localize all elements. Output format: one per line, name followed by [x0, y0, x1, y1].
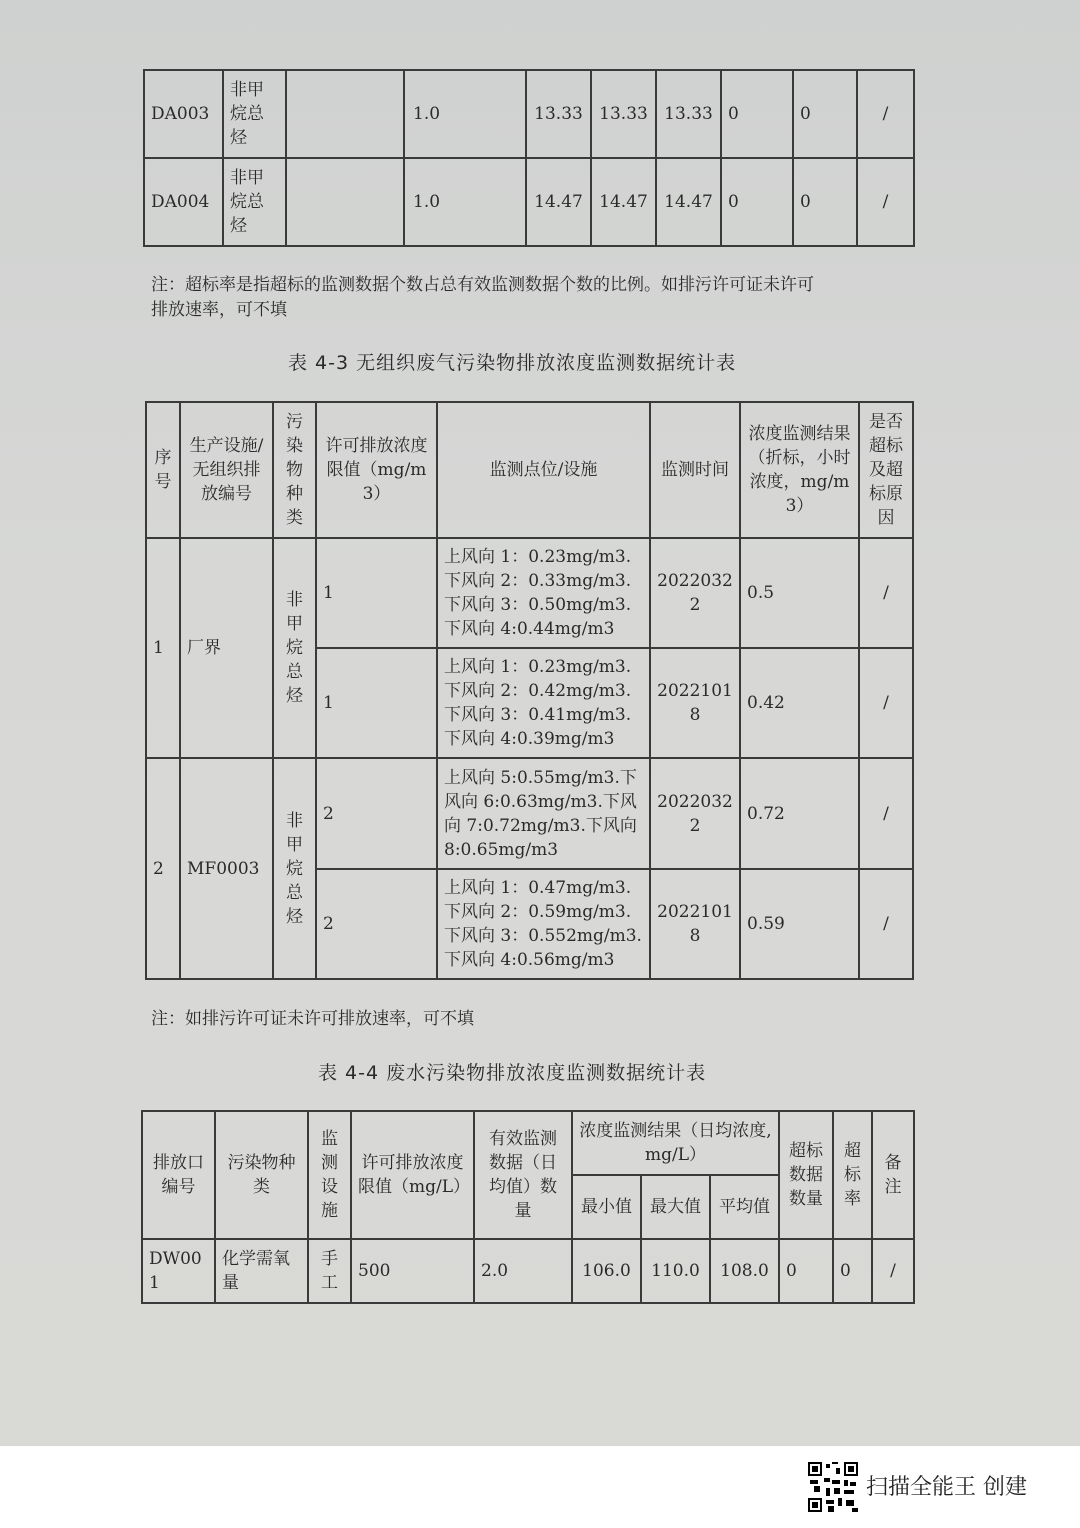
exceed: / — [859, 648, 913, 758]
exceed: / — [859, 758, 913, 869]
result: 0.5 — [740, 538, 859, 648]
max-value: 110.0 — [641, 1239, 710, 1303]
value: 14.47 — [656, 158, 721, 246]
table-row — [144, 70, 914, 158]
table-4-3-caption: 表 4-3 无组织废气污染物排放浓度监测数据统计表 — [288, 352, 737, 374]
header-valid: 有效监测数据（日均值）数量 — [474, 1111, 572, 1239]
table-4-3 — [145, 401, 914, 980]
monitor-point: 上风向 1：0.23mg/m3.下风向 2：0.42mg/m3.下风向 3：0.41mg/m3.下风向 4:0.39mg/m3 — [437, 648, 650, 758]
seq: 2 — [146, 758, 180, 979]
limit: 1 — [316, 538, 437, 648]
pollutant: 非甲烷总烃 — [223, 158, 286, 246]
value: 0 — [721, 70, 793, 158]
table-row — [146, 538, 913, 648]
facility: MF0003 — [180, 758, 273, 979]
value: 13.33 — [591, 70, 656, 158]
limit: 500 — [351, 1239, 474, 1303]
result: 0.59 — [740, 869, 859, 979]
limit: 1.0 — [404, 158, 526, 246]
value: / — [857, 70, 914, 158]
header-avg: 平均值 — [710, 1175, 779, 1239]
qr-code-icon — [808, 1462, 858, 1512]
scanner-brand-text: 扫描全能王 创建 — [866, 1475, 1027, 1500]
header-min: 最小值 — [572, 1175, 641, 1239]
exceed: / — [859, 538, 913, 648]
header-limit: 许可排放浓度限值（mg/m3） — [316, 402, 437, 538]
header-pollutant: 污染物种类 — [215, 1111, 308, 1239]
header-pollutant: 污染物种类 — [273, 402, 316, 538]
value: 0 — [793, 158, 857, 246]
empty-cell — [286, 70, 404, 158]
monitor-time: 20220322 — [650, 538, 740, 648]
pollutant: 非甲烷总烃 — [273, 758, 316, 979]
monitor-point: 上风向 5:0.55mg/m3.下风向 6:0.63mg/m3.下风向 7:0.72mg/m3.下风向 8:0.65mg/m3 — [437, 758, 650, 869]
header-exceed: 是否超标及超标原因 — [859, 402, 913, 538]
table-row — [146, 758, 913, 869]
result: 0.42 — [740, 648, 859, 758]
value: 13.33 — [656, 70, 721, 158]
value: 0 — [721, 158, 793, 246]
header-result: 浓度监测结果（折标，小时浓度，mg/m3） — [740, 402, 859, 538]
note-1-line-2: 排放速率，可不填 — [151, 300, 287, 320]
header-exceed-count: 超标数据数量 — [779, 1111, 833, 1239]
seq: 1 — [146, 538, 180, 758]
monitor-point: 上风向 1：0.23mg/m3.下风向 2：0.33mg/m3.下风向 3：0.50mg/m3.下风向 4:0.44mg/m3 — [437, 538, 650, 648]
value: 14.47 — [526, 158, 591, 246]
outlet-id: DW001 — [142, 1239, 215, 1303]
avg-value: 108.0 — [710, 1239, 779, 1303]
note-1 — [151, 273, 911, 323]
value: 13.33 — [526, 70, 591, 158]
limit: 2 — [316, 758, 437, 869]
exceed: / — [859, 869, 913, 979]
table-row — [142, 1239, 914, 1303]
header-exceed-rate: 超标率 — [833, 1111, 872, 1239]
outlet-id: DA004 — [144, 158, 223, 246]
header-time: 监测时间 — [650, 402, 740, 538]
header-remark: 备注 — [872, 1111, 914, 1239]
header-result: 浓度监测结果（日均浓度,mg/L） — [572, 1111, 779, 1175]
header-point: 监测点位/设施 — [437, 402, 650, 538]
table-header-row — [142, 1111, 914, 1175]
note-1-line-1: 注：超标率是指超标的监测数据个数占总有效监测数据个数的比例。如排污许可证未许可 — [151, 275, 814, 295]
exceed-count: 0 — [779, 1239, 833, 1303]
outlet-id: DA003 — [144, 70, 223, 158]
table-4-4 — [141, 1110, 915, 1304]
value: 14.47 — [591, 158, 656, 246]
header-max: 最大值 — [641, 1175, 710, 1239]
facility: 手工 — [308, 1239, 351, 1303]
pollutant: 非甲烷总烃 — [273, 538, 316, 758]
result: 0.72 — [740, 758, 859, 869]
header-seq: 序号 — [146, 402, 180, 538]
table-4-4-caption: 表 4-4 废水污染物排放浓度监测数据统计表 — [318, 1062, 707, 1084]
table-top-continuation — [143, 69, 915, 247]
valid-count: 2.0 — [474, 1239, 572, 1303]
value: 0 — [793, 70, 857, 158]
table-header-row — [146, 402, 913, 538]
note-2: 注：如排污许可证未许可排放速率，可不填 — [151, 1009, 474, 1029]
limit: 1.0 — [404, 70, 526, 158]
empty-cell — [286, 158, 404, 246]
header-facility: 生产设施/无组织排放编号 — [180, 402, 273, 538]
header-facility: 监测设施 — [308, 1111, 351, 1239]
table-row — [144, 158, 914, 246]
pollutant: 化学需氧量 — [215, 1239, 308, 1303]
monitor-time: 20221018 — [650, 869, 740, 979]
monitor-point: 上风向 1：0.47mg/m3.下风向 2：0.59mg/m3.下风向 3：0.552mg/m3.下风向 4:0.56mg/m3 — [437, 869, 650, 979]
remark: / — [872, 1239, 914, 1303]
header-limit: 许可排放浓度限值（mg/L） — [351, 1111, 474, 1239]
min-value: 106.0 — [572, 1239, 641, 1303]
pollutant: 非甲烷总烃 — [223, 70, 286, 158]
header-outlet: 排放口编号 — [142, 1111, 215, 1239]
limit: 2 — [316, 869, 437, 979]
limit: 1 — [316, 648, 437, 758]
value: / — [857, 158, 914, 246]
monitor-time: 20221018 — [650, 648, 740, 758]
facility: 厂界 — [180, 538, 273, 758]
monitor-time: 20220322 — [650, 758, 740, 869]
exceed-rate: 0 — [833, 1239, 872, 1303]
